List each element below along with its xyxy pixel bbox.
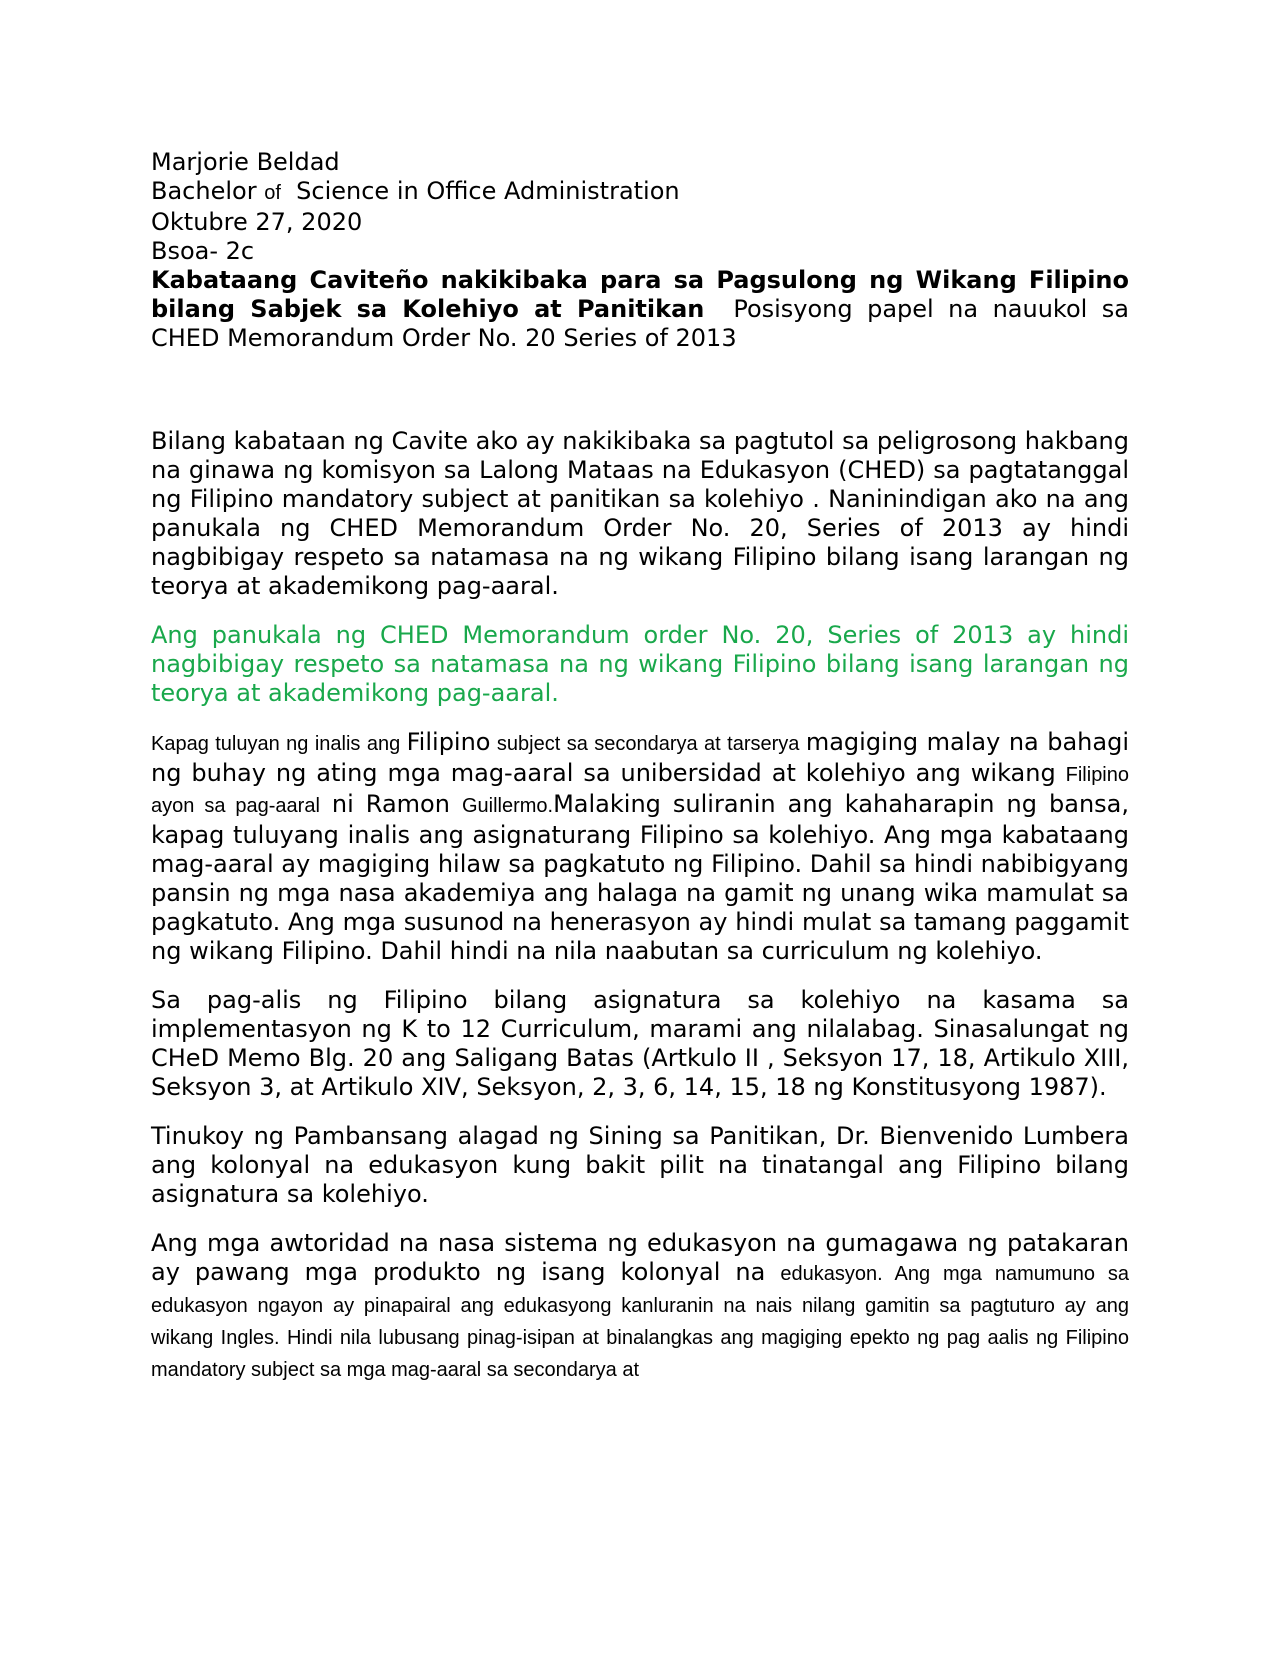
paragraph-2-highlight: Ang panukala ng CHED Memorandum order No. 20, Series of 2013 ay hindi nagbibigay respeto sa natamasa na ng wikang Filipino bilang isang larangan ng teorya at akademikong pag-aaral.: [151, 621, 1129, 707]
p3-part-c: subject sa secondarya at tarserya: [490, 733, 806, 755]
course-part-a: Bachelor: [151, 177, 265, 205]
paragraph-6: [151, 1229, 1129, 1386]
p3-part-h: Malaking suliranin ang kahaharapin ng bansa, kapag tuluyang inalis ang asignaturang Filipino sa kolehiyo. Ang mga kabataang mag-aaral ay magiging hilaw sa pagkatuto ng Filipino. Dahil sa hindi nabibigyang pansin ng mga nasa akademiya ang halaga na gamit ng unang wika mamulat sa pagkatuto. Ang mga susunod na henerasyon ay hindi mulat sa tamang paggamit ng wikang Filipino. Dahil hindi na nila naabutan sa curriculum ng kolehiyo.: [151, 790, 1129, 965]
course-line: [151, 177, 1129, 208]
p3-part-d: magiging malay na bahagi ng buhay ng ating mga mag-aaral sa unibersidad at kolehiyo ang wikang: [151, 728, 1129, 787]
header-block: [151, 148, 1129, 266]
course-of: of: [264, 182, 281, 204]
p6-part-b: edukasyon. Ang mga namumuno sa edukasyon ngayon ay pinapairal ang edukasyong kanluranin na nais nilang gamitin sa pagtuturo ay ang wikang Ingles. Hindi nila lubusang pinag-isipan at binalangkas ang magiging epekto ng pag aalis ng Filipino mandatory subject sa mga mag-aaral sa secondarya at: [151, 1263, 1130, 1381]
course-part-b: Science in Office Administration: [280, 177, 680, 205]
paragraph-5: Tinukoy ng Pambansang alagad ng Sining sa Panitikan, Dr. Bienvenido Lumbera ang kolonyal na edukasyon kung bakit pilit na tinatangal ang Filipino bilang asignatura sa kolehiyo.: [151, 1122, 1129, 1208]
paragraph-3: [151, 728, 1129, 966]
p3-part-b: Filipino: [406, 728, 491, 756]
p3-part-e: Filipino ayon sa pag-aaral: [151, 764, 1129, 817]
paragraph-1: Bilang kabataan ng Cavite ako ay nakikibaka sa pagtutol sa peligrosong hakbang na ginawa ng komisyon sa Lalong Mataas na Edukasyon (CHED) sa pagtatanggal ng Filipino mandatory subject at panitikan sa kolehiyo . Naninindigan ako na ang panukala ng CHED Memorandum Order No. 20, Series of 2013 ay hindi nagbibigay respeto sa natamasa na ng wikang Filipino bilang isang larangan ng teorya at akademikong pag-aaral.: [151, 427, 1129, 600]
date-line: Oktubre 27, 2020: [151, 208, 363, 236]
section-line: Bsoa- 2c: [151, 237, 255, 265]
p3-part-f: ni Ramon: [319, 790, 462, 818]
author-name: Marjorie Beldad: [151, 148, 340, 176]
p3-part-a: Kapag tuluyan ng inalis ang: [151, 733, 407, 755]
p3-part-g: Guillermo.: [461, 795, 554, 817]
document-page: [151, 148, 1137, 1386]
title-bold: Kabataang Caviteño nakikibaka para sa Pagsulong ng Wikang Filipino bilang Sabjek sa Kolehiyo at Panitikan: [151, 266, 1129, 323]
title-paragraph: [151, 266, 1137, 353]
title-subtitle: Posisyong papel na nauukol sa CHED Memorandum Order No. 20 Series of 2013: [151, 295, 1137, 352]
p6-part-a: Ang mga awtoridad na nasa sistema ng edukasyon na gumagawa ng patakaran ay pawang mga produkto ng isang kolonyal na: [151, 1229, 1129, 1286]
paragraph-4: Sa pag-alis ng Filipino bilang asignatura sa kolehiyo na kasama sa implementasyon ng K to 12 Curriculum, marami ang nilalabag. Sinasalungat ng CHeD Memo Blg. 20 ang Saligang Batas (Artkulo II , Seksyon 17, 18, Artikulo XIII, Seksyon 3, at Artikulo XIV, Seksyon, 2, 3, 6, 14, 15, 18 ng Konstitusyong 1987).: [151, 986, 1129, 1101]
